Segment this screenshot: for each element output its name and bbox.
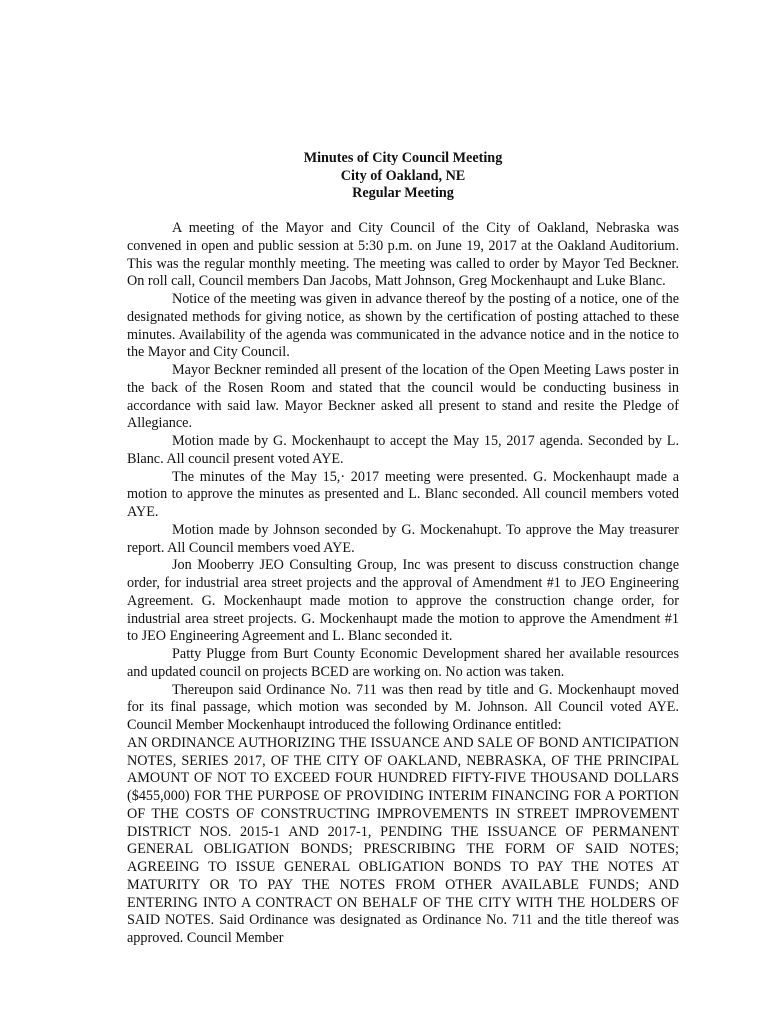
paragraph-ordinance-reading: Thereupon said Ordinance No. 711 was then read by title and G. Mockenhaupt moved for its final passage, which motion was seconded by M. Johnson. All Council voted AYE. Council Member Mockenhaupt introduced the following Ordinance entitled:	[127, 681, 679, 734]
paragraph-call-to-order: A meeting of the Mayor and City Council of the City of Oakland, Nebraska was convened in open and public session at 5:30 p.m. on June 19, 2017 at the Oakland Auditorium. This was the regular monthly meeting. The meeting was called to order by Mayor Ted Beckner. On roll call, Council members Dan Jacobs, Matt Johnson, Greg Mockenhaupt and Luke Blanc.	[127, 220, 679, 290]
paragraph-open-meeting-laws: Mayor Beckner reminded all present of the location of the Open Meeting Laws poster in the back of the Rosen Room and stated that the council would be conducting business in accordance with said law. Mayor Beckner asked all present to stand and resite the Pledge of Allegiance.	[127, 362, 679, 432]
paragraph-agenda-motion: Motion made by G. Mockenhaupt to accept the May 15, 2017 agenda. Seconded by L. Blanc. All council present voted AYE.	[127, 433, 679, 467]
document-page	[127, 150, 679, 948]
paragraph-minutes-approval: The minutes of the May 15,· 2017 meeting were presented. G. Mockenhaupt made a motion to approve the minutes as presented and L. Blanc seconded. All council members voted AYE.	[127, 468, 679, 521]
paragraph-ordinance-text: AN ORDINANCE AUTHORIZING THE ISSUANCE AND SALE OF BOND ANTICIPATION NOTES, SERIES 2017, OF THE CITY OF OAKLAND, NEBRASKA, OF THE PRINCIPAL AMOUNT OF NOT TO EXCEED FOUR HUNDRED FIFTY-FIVE THOUSAND DOLLARS ($455,000) FOR THE PURPOSE OF PROVIDING INTERIM FINANCING FOR A PORTION OF THE COSTS OF CONSTRUCTING IMPROVEMENTS IN STREET IMPROVEMENT DISTRICT NOS. 2015-1 AND 2017-1, PENDING THE ISSUANCE OF PERMANENT GENERAL OBLIGATION BONDS; PRESCRIBING THE FORM OF SAID NOTES; AGREEING TO ISSUE GENERAL OBLIGATION BONDS TO PAY THE NOTES AT MATURITY OR TO PAY THE NOTES FROM OTHER AVAILABLE FUNDS; AND ENTERING INTO A CONTRACT ON BEHALF OF THE CITY WITH THE HOLDERS OF SAID NOTES. Said Ordinance was designated as Ordinance No. 711 and the title thereof was approved. Council Member	[127, 734, 679, 947]
title-line-city: City of Oakland, NE	[340, 167, 466, 184]
paragraph-notice: Notice of the meeting was given in advance thereof by the posting of a notice, one of the designated methods for giving notice, as shown by the certification of posting attached to these minutes. Availability of the agenda was communicated in the advance notice and in the notice to the Mayor and City Council.	[127, 291, 679, 361]
paragraph-economic-development: Patty Plugge from Burt County Economic Development shared her available resources and updated council on projects BCED are working on. No action was taken.	[127, 646, 679, 680]
document-body	[127, 220, 679, 948]
title-line-type: Regular Meeting	[352, 185, 454, 202]
paragraph-jeo-consulting: Jon Mooberry JEO Consulting Group, Inc was present to discuss construction change order, for industrial area street projects and the approval of Amendment #1 to JEO Engineering Agreement. G. Mockenhaupt made motion to approve the construction change order, for industrial area street projects. G. Mockenhaupt made the motion to approve the Amendment #1 to JEO Engineering Agreement and L. Blanc seconded it.	[127, 557, 679, 645]
paragraph-treasurer-report: Motion made by Johnson seconded by G. Mockenahupt. To approve the May treasurer report. All Council members voed AYE.	[127, 521, 679, 556]
document-title	[127, 150, 679, 203]
title-line-meeting: Minutes of City Council Meeting	[303, 150, 503, 166]
